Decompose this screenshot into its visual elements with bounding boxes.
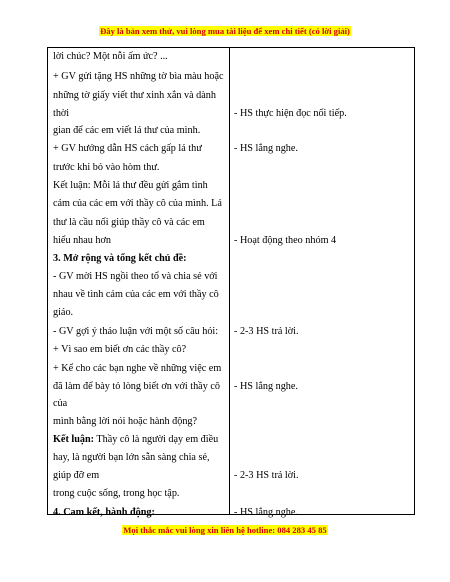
preview-notice-banner — [0, 26, 450, 36]
section-heading: 3. Mở rộng và tổng kết chủ đề: — [53, 253, 187, 264]
right-line: - 2-3 HS trả lời. — [234, 326, 299, 337]
left-line: mình bằng lời nói hoặc hành động? — [53, 416, 198, 427]
left-line: của — [53, 398, 68, 409]
left-line: nhau về tình cảm của các em với thầy cô — [53, 289, 219, 300]
right-line: - 2-3 HS trả lời. — [234, 470, 299, 481]
conclusion-text: Thầy cô là người dạy em điều — [94, 434, 219, 445]
left-line: - GV mời HS ngồi theo tổ và chia sẻ với — [53, 271, 218, 282]
left-line: trước khi bỏ vào hòm thư. — [53, 162, 160, 173]
column-divider — [229, 48, 230, 514]
left-line: hay, là người bạn lớn sẵn sàng chia sẻ, — [53, 452, 210, 463]
left-line: những tờ giấy viết thư xinh xắn và dành — [53, 90, 216, 101]
right-line: - HS thực hiện đọc nối tiếp. — [234, 108, 347, 119]
left-line: - GV gợi ý thảo luận với một số câu hỏi: — [53, 326, 219, 337]
left-line: đã làm để bày tỏ lòng biết ơn với thầy cô — [53, 381, 220, 392]
left-line: gian để các em viết lá thư của mình. — [53, 125, 201, 136]
conclusion-label: Kết luận: — [53, 434, 95, 445]
left-line: Kết luận: Mỗi lá thư đều gửi gắm tình — [53, 180, 208, 191]
right-line: - HS lắng nghe. — [234, 507, 298, 518]
left-line: + GV gửi tặng HS những tờ bìa màu hoặc — [53, 71, 224, 82]
left-line: + Kể cho các bạn nghe về những việc em — [53, 363, 222, 374]
right-line: - HS lắng nghe. — [234, 381, 298, 392]
lesson-plan-table — [47, 47, 415, 518]
left-line: thư là cầu nối giúp thầy cô và các em — [53, 217, 205, 228]
right-line: - Hoạt động theo nhóm 4 — [234, 235, 337, 246]
left-line: trong cuộc sống, trong học tập. — [53, 488, 180, 499]
left-line: + Vì sao em biết ơn các thầy cô? — [53, 344, 187, 355]
section-heading: 4. Cam kết, hành động: — [53, 507, 155, 518]
left-line: hiểu nhau hơn — [53, 235, 112, 246]
left-line: giúp đỡ em — [53, 470, 100, 481]
left-line: cảm của các em với thầy cô của mình. Lá — [53, 198, 222, 209]
conclusion-line — [53, 434, 218, 446]
hotline-banner — [0, 525, 450, 535]
right-line: - HS lắng nghe. — [234, 143, 298, 154]
left-line: giáo. — [53, 307, 74, 318]
left-line: lời chúc? Một nỗi ấm ức? ... — [53, 51, 168, 62]
left-line: thời — [53, 108, 70, 119]
left-line: + GV hướng dẫn HS cách gấp lá thư — [53, 143, 202, 154]
hotline-text: Mọi thắc mắc vui lòng xin liên hệ hotline: 084 283 45 85 — [123, 525, 327, 535]
preview-notice-text: Đây là bản xem thử, vui lòng mua tài liệu để xem chi tiết (có lời giải) — [100, 26, 350, 36]
